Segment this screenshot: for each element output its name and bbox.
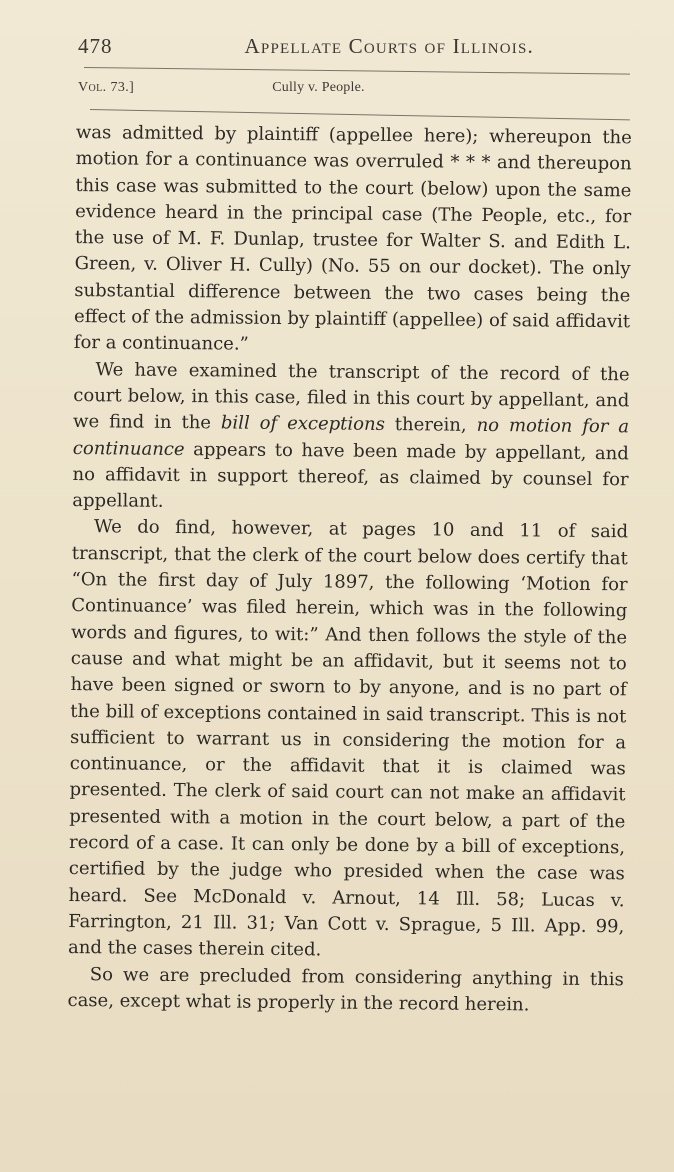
page-number: 478 xyxy=(78,34,113,58)
page-header xyxy=(78,34,622,59)
running-title: Appellate Courts of Illinois. xyxy=(244,34,534,58)
paragraph-2-part-3: appears to have been made by appellant, and no affidavit in support thereof, as claimed by counsel for appellant. xyxy=(72,438,629,513)
paragraph-2 xyxy=(72,357,629,520)
case-subheader xyxy=(78,80,630,96)
page-content xyxy=(67,120,632,1019)
volume-label: Vol. 73.] xyxy=(78,80,135,95)
paragraph-4: So we are precluded from considering anything in this case, except what is properly in the record herein. xyxy=(67,963,624,1016)
header-rule xyxy=(84,67,630,75)
paragraph-2-part-1: We have examined the transcript of the record of the court below, in this case, filed in this court by appellant, and we find in the xyxy=(73,358,630,434)
bill-of-exceptions-italic: bill of exceptions xyxy=(220,412,385,436)
paragraph-3: We do find, however, at pages 10 and 11 of said transcript, that the clerk of the court below does certify that “On the first day of July 1897, the following ‘Motion for Continuance’ was filed herein, which was in the following words and figures, to wit:” And then follows the style of the cause and what might be an affidavit, but it seems not to have been signed or sworn to by anyone, and is no part of the bill of exceptions contained in said transcript. This is not sufficient to warrant us in considering the motion for a continuance, or the affidavit that it is claimed was presented. The clerk of said court can not make an affidavit presented with a motion in the court below, a part of the record of a case. It can only be done by a bill of exceptions, certified by the judge who presided when the case was heard. See McDonald v. Arnout, 14 Ill. 58; Lucas v. Farrington, 21 Ill. 31; Van Cott v. Sprague, 5 Ill. App. 99, and the cases therein cited. xyxy=(67,516,629,961)
paragraph-2-part-2: therein, xyxy=(384,414,477,437)
paragraph-1: was admitted by plaintiff (appellee here); whereupon the motion for a continuance was overruled * * * and thereupon this case was submitted to the court (below) upon the same evidence heard in the principal case (The People, etc., for the use of M. F. Dunlap, trustee for Walter S. and Edith L. Green, v. Oliver H. Cully) (No. 55 on our docket). The only substantial difference between the two cases being the effect of the admission by plaintiff (appellee) of said affidavit for a continuance.” xyxy=(73,121,632,356)
subheader-rule xyxy=(90,109,630,120)
no-motion-italic: no motion for a continuance xyxy=(72,415,630,460)
case-title: Cully v. People. xyxy=(272,80,365,95)
